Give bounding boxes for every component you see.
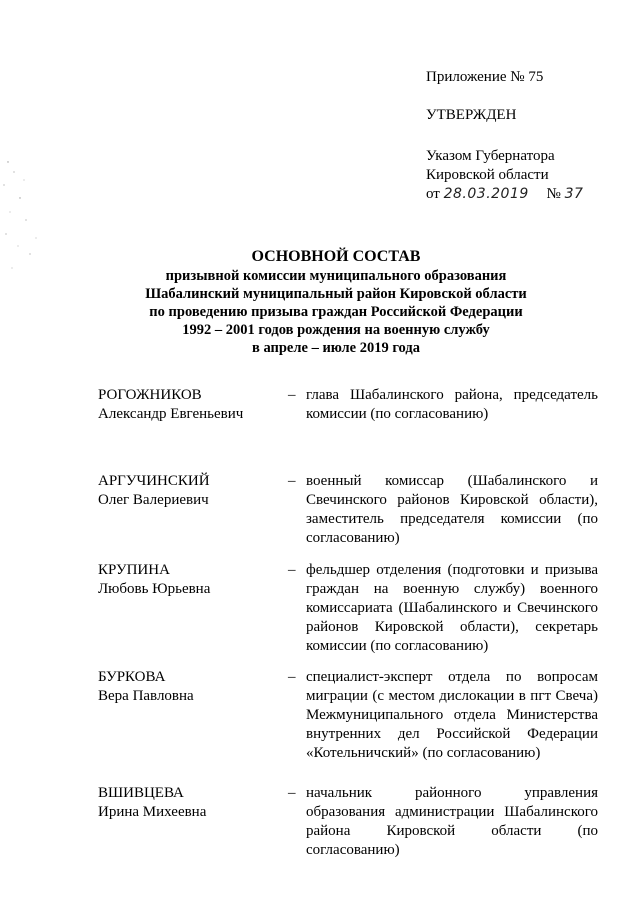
member-given-name: Вера Павловна (98, 688, 194, 704)
member-entry (98, 386, 598, 472)
approval-block (426, 68, 583, 204)
decree-date-line (426, 185, 583, 204)
member-role: специалист-эксперт отдела по вопросам миграции (с местом дислокации в пгт Свеча) Межмуниципального отдела Министерства внутренних дел Российской Федерации «Котельничский» (по согласованию) (306, 669, 598, 761)
member-given-name: Олег Валериевич (98, 492, 209, 508)
member-name (98, 472, 278, 510)
member-surname: РОГОЖНИКОВ (98, 387, 202, 403)
member-entry (98, 668, 598, 784)
member-given-name: Александр Евгеньевич (98, 406, 244, 422)
member-surname: ВШИВЦЕВА (98, 785, 184, 801)
date-prefix: от (426, 186, 440, 202)
title-heading: ОСНОВНОЙ СОСТАВ (251, 248, 421, 265)
decree-line-1: Указом Губернатора (426, 148, 555, 164)
decree-reference (426, 147, 583, 204)
member-name (98, 561, 278, 599)
handwritten-number: 37 (564, 186, 584, 202)
member-surname: АРГУЧИНСКИЙ (98, 473, 210, 489)
commission-members-list (98, 386, 598, 864)
title-line: в апреле – июле 2019 года (252, 340, 420, 356)
member-entry (98, 784, 598, 864)
member-dash: – (288, 387, 296, 403)
approved-label: УТВЕРЖДЕН (426, 107, 517, 123)
member-surname: БУРКОВА (98, 669, 166, 685)
number-prefix: № (546, 186, 561, 202)
member-name (98, 386, 278, 424)
decree-line-2: Кировской области (426, 167, 549, 183)
title-line: Шабалинский муниципальный район Кировской области (145, 286, 527, 302)
member-given-name: Любовь Юрьевна (98, 581, 211, 597)
member-dash: – (288, 669, 296, 685)
member-dash: – (288, 562, 296, 578)
member-given-name: Ирина Михеевна (98, 804, 207, 820)
member-dash: – (288, 785, 296, 801)
member-entry (98, 472, 598, 561)
appendix-number: Приложение № 75 (426, 69, 544, 85)
document-title (96, 247, 576, 357)
title-line: призывной комиссии муниципального образования (165, 268, 507, 284)
member-role: глава Шабалинского района, председатель комиссии (по согласованию) (306, 387, 598, 422)
title-line: 1992 – 2001 годов рождения на военную службу (182, 322, 490, 338)
member-role: военный комиссар (Шабалинского и Свечинского районов Кировской области), заместитель председателя комиссии (по согласованию) (306, 473, 598, 546)
handwritten-date: 28.03.2019 (443, 186, 529, 202)
member-role: начальник районного управления образования администрации Шабалинского района Кировской области (по согласованию) (306, 785, 598, 858)
member-name (98, 784, 278, 822)
member-role: фельдшер отделения (подготовки и призыва граждан на военную службу) военного комиссариата (Шабалинского и Свечинского районов Кировской области), секретарь комиссии (по согласованию) (306, 562, 598, 654)
member-entry (98, 561, 598, 668)
scan-noise-marks (0, 150, 60, 290)
member-dash: – (288, 473, 296, 489)
title-line: по проведению призыва граждан Российской Федерации (149, 304, 523, 320)
member-surname: КРУПИНА (98, 562, 170, 578)
member-name (98, 668, 278, 706)
